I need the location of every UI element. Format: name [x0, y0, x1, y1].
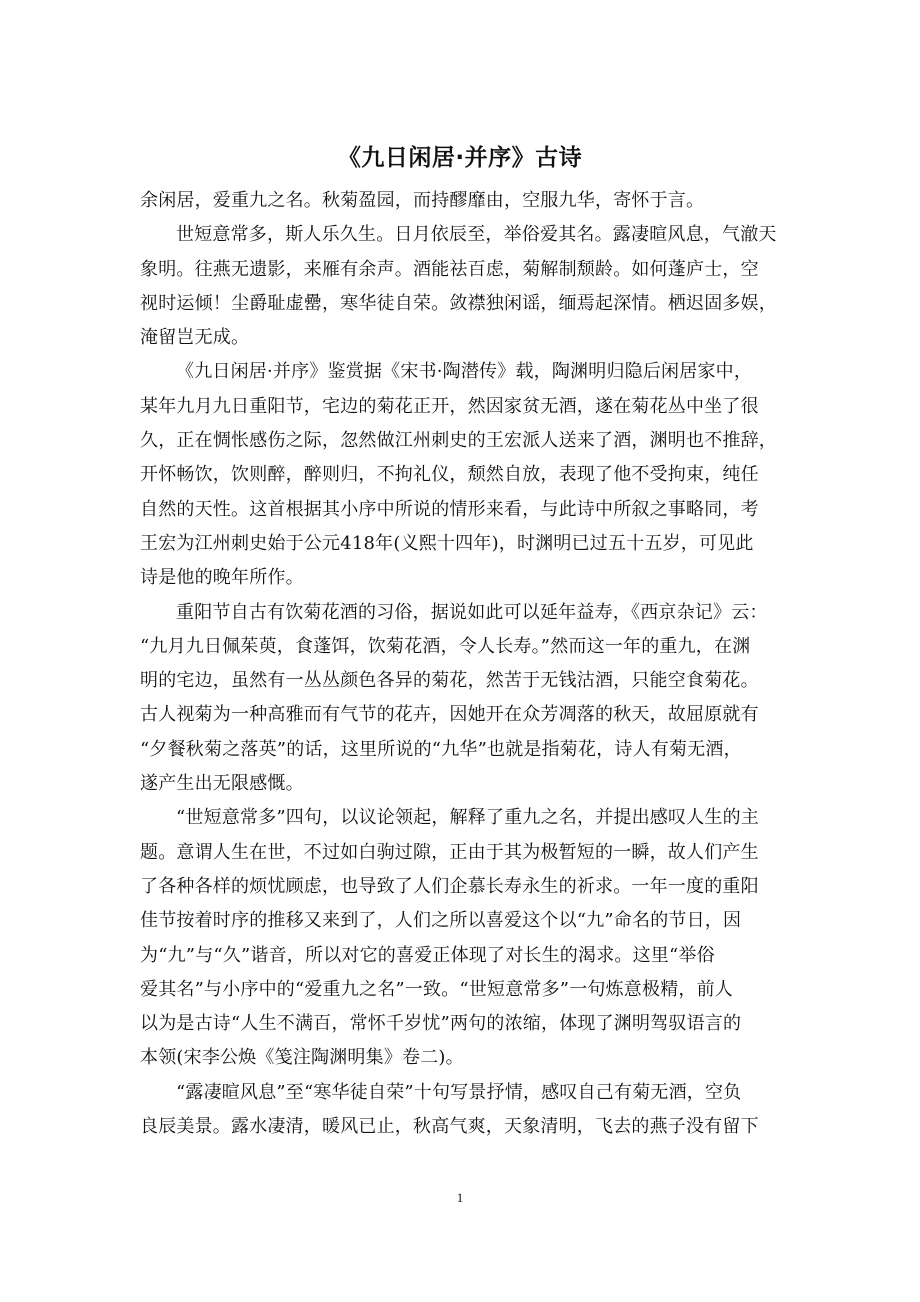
text-line: “世短意常多”四句，以议论领起，解释了重九之名，并提出感叹人生的主 [176, 807, 760, 829]
text-line: 佳节按着时序的推移又来到了，人们之所以喜爱这个以“九”命名的节日，因 [140, 910, 742, 932]
page-number: 1 [456, 1190, 464, 1205]
document-title: 《九日闲居·并序》古诗 [337, 145, 583, 171]
text-line: 题。意谓人生在世，不过如白驹过隙，正由于其为极暂短的一瞬，故人们产生 [140, 841, 759, 863]
text-line: 良辰美景。露水凄清，暖风已止，秋高气爽，天象清明，飞去的燕子没有留下 [140, 1116, 759, 1138]
text-line: 了各种各样的烦忧顾虑，也导致了人们企慕长寿永生的祈求。一年一度的重阳 [140, 875, 759, 897]
text-line: 象明。往燕无遗影，来雁有余声。酒能祛百虑，菊解制颓龄。如何蓬庐士，空 [140, 258, 759, 280]
text-line: 诗是他的晚年所作。 [140, 567, 304, 589]
text-line: “九月九日佩茱萸，食蓬饵，饮菊花酒，令人长寿。”然而这一年的重九，在渊 [140, 635, 751, 657]
text-line: 明的宅边，虽然有一丛丛颜色各异的菊花，然苦于无钱沽酒，只能空食菊花。 [140, 670, 759, 692]
text-line: 王宏为江州刺史始于公元418年(义熙十四年)，时渊明已过五十五岁，可见此 [140, 532, 754, 554]
text-line: 开怀畅饮，饮则醉，醉则归，不拘礼仪，颓然自放，表现了他不受拘束，纯任 [140, 464, 759, 486]
document-body [140, 184, 788, 1144]
text-line: 爱其名”与小序中的“爱重九之名”一致。“世短意常多”一句炼意极精，前人 [140, 978, 734, 1000]
text-line: 久，正在惆怅感伤之际，忽然做江州刺史的王宏派人送来了酒，渊明也不推辞， [140, 430, 777, 452]
text-line: 《九日闲居·并序》鉴赏据《宋书·陶潜传》载，陶渊明归隐后闲居家中， [176, 361, 753, 383]
text-line: 余闲居，爱重九之名。秋菊盈园，而持醪靡由，空服九华，寄怀于言。 [140, 190, 705, 211]
text-line: 本领(宋李公焕《笺注陶渊明集》卷二)。 [140, 1047, 464, 1069]
text-line: 世短意常多，斯人乐久生。日月依辰至，举俗爱其名。露凄暄风息，气澈天 [176, 224, 777, 246]
text-line: 遂产生出无限感慨。 [140, 773, 304, 795]
text-line: 重阳节自古有饮菊花酒的习俗，据说如此可以延年益寿，《西京杂记》云： [176, 601, 768, 623]
text-line: “夕餐秋菊之落英”的话，这里所说的“九华”也就是指菊花，诗人有菊无酒， [140, 738, 742, 760]
text-line: 自然的天性。这首根据其小序中所说的情形来看，与此诗中所叙之事略同，考 [140, 498, 759, 520]
text-line: 古人视菊为一种高雅而有气节的花卉，因她开在众芳凋落的秋天，故屈原就有 [140, 704, 759, 726]
text-line: 某年九月九日重阳节，宅边的菊花正开，然因家贫无酒，遂在菊花丛中坐了很 [140, 395, 759, 417]
text-line: 以为是古诗“人生不满百，常怀千岁忧”两句的浓缩，体现了渊明驾驭语言的 [140, 1013, 742, 1035]
text-line: 淹留岂无成。 [140, 327, 250, 349]
text-line: 为“九”与“久”谐音，所以对它的喜爱正体现了对长生的渴求。这里“举俗 [140, 944, 715, 966]
text-line: “露凄暄风息”至“寒华徒自荣”十句写景抒情，感叹自己有菊无酒，空负 [176, 1081, 742, 1103]
text-line: 视时运倾！尘爵耻虚罍，寒华徒自荣。敛襟独闲谣，缅焉起深情。栖迟固多娱， [140, 292, 777, 314]
